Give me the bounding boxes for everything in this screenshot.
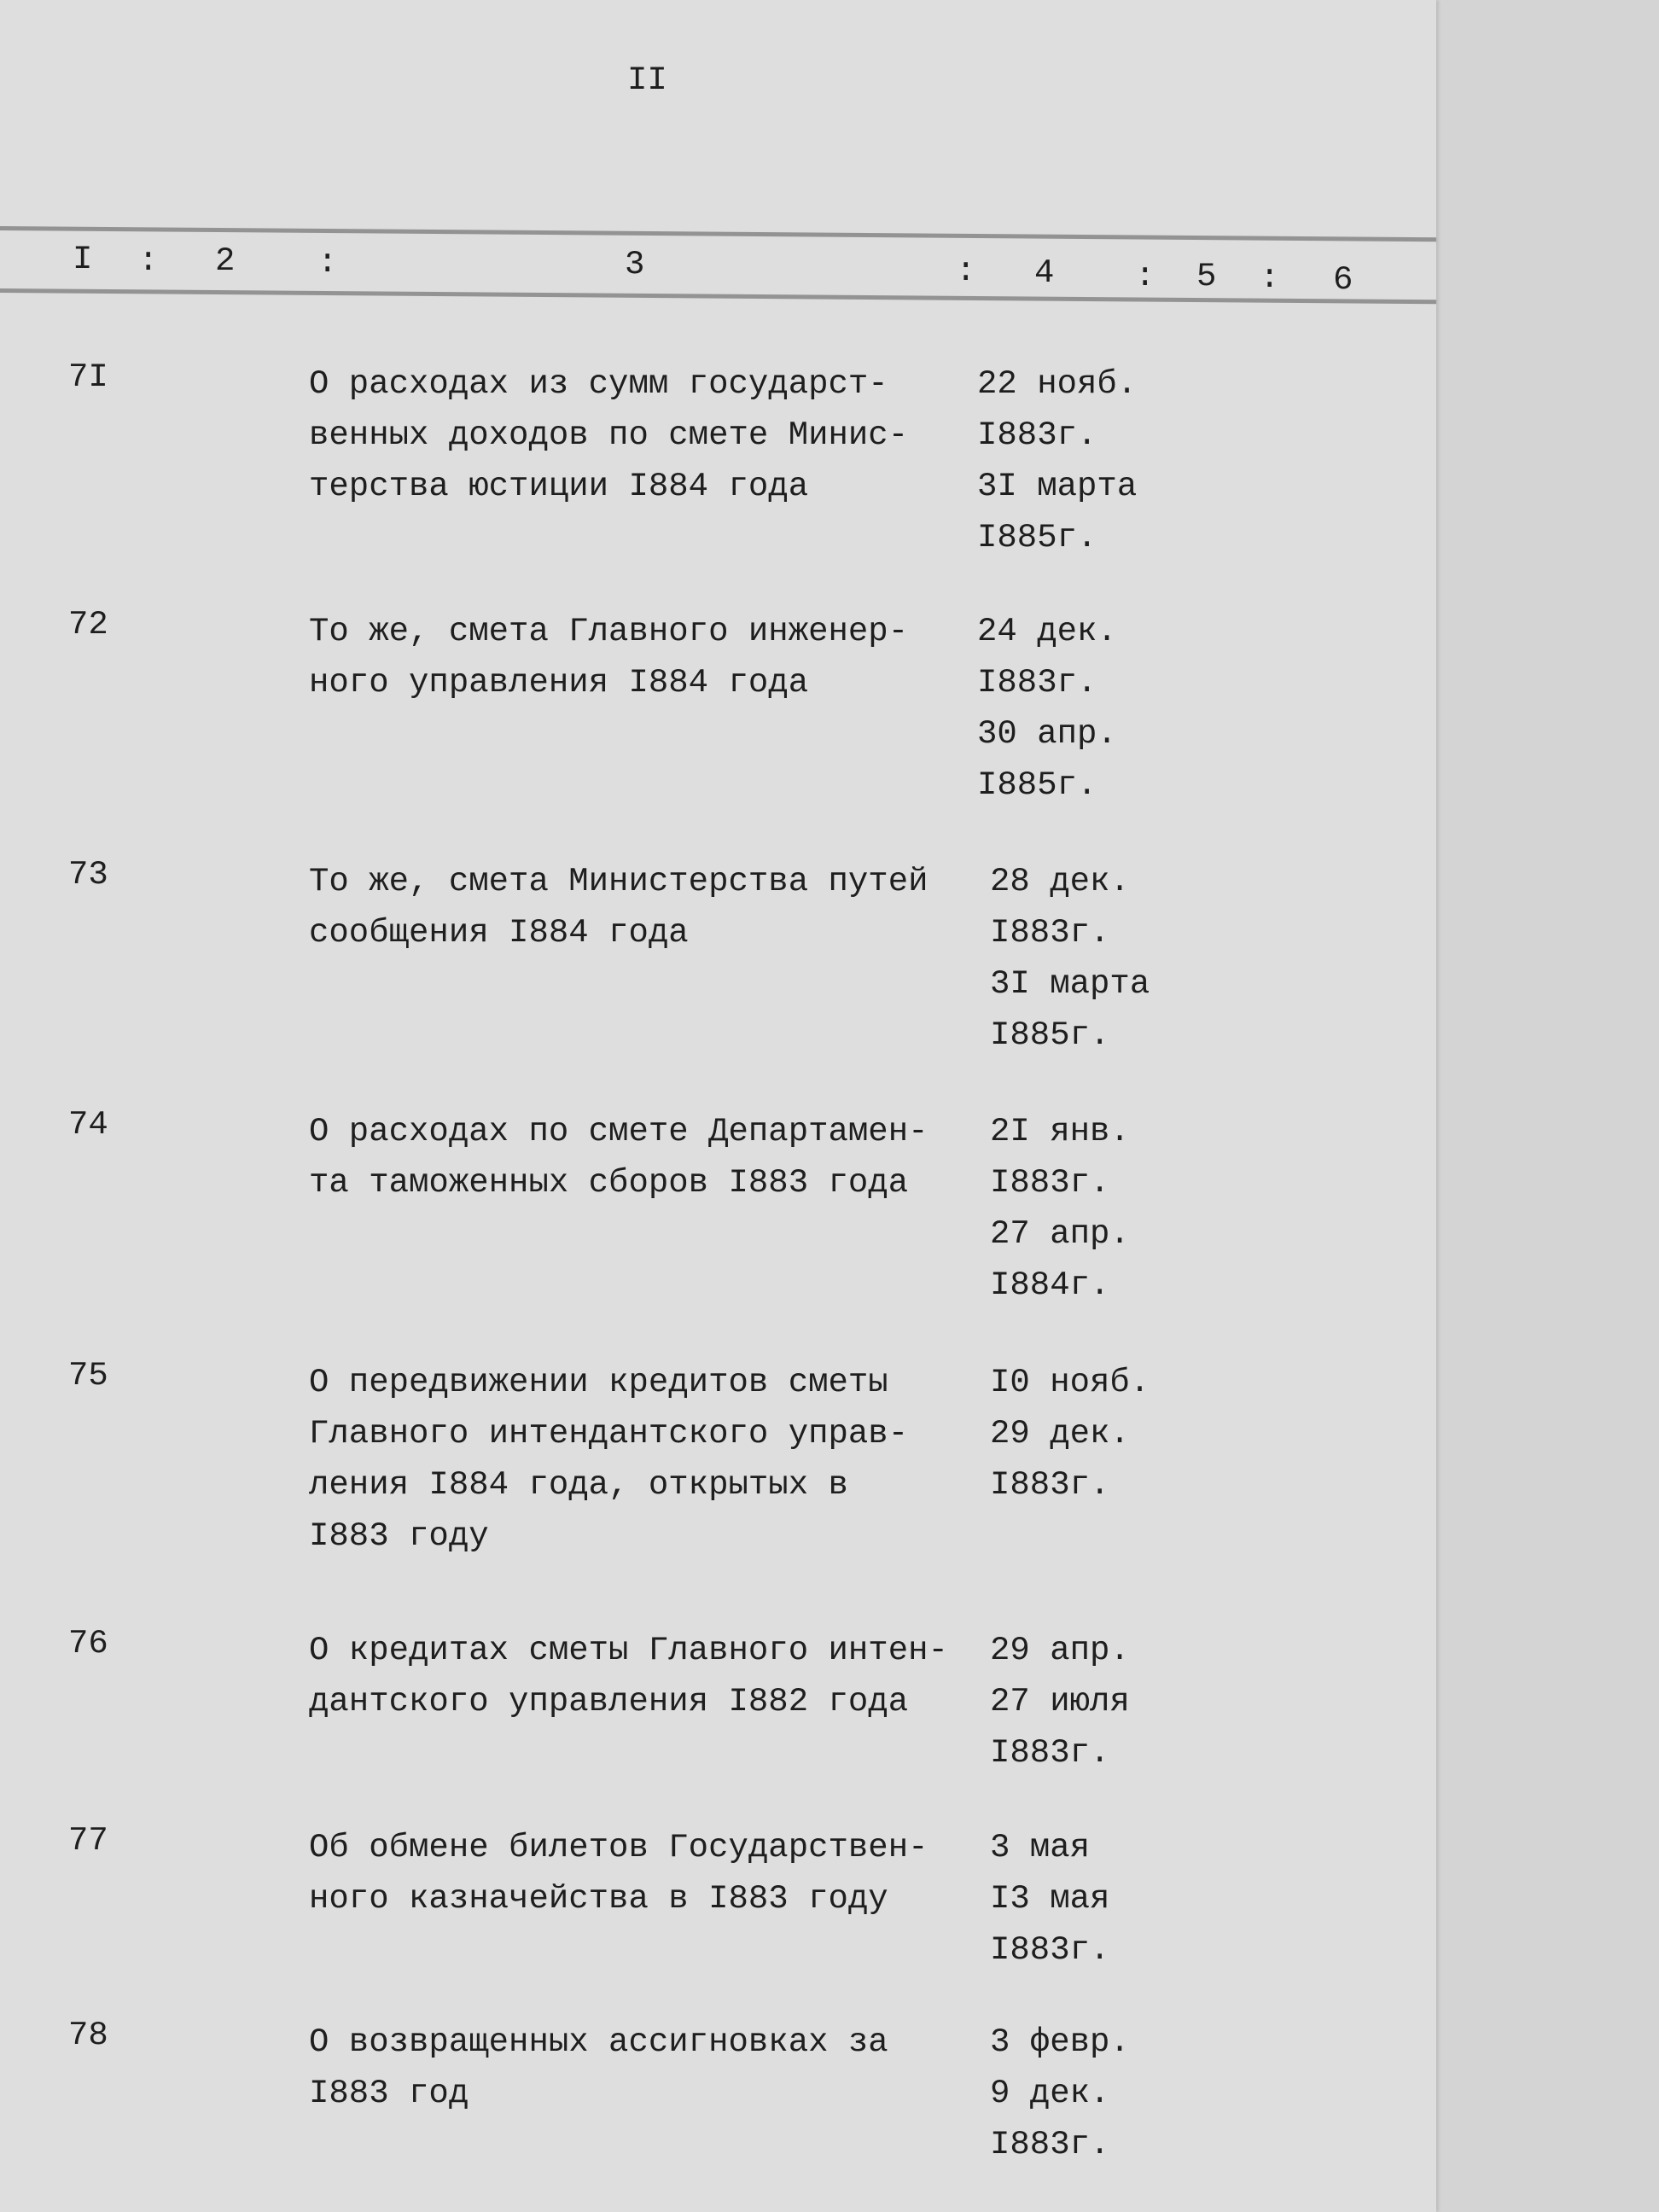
col-separator: :: [138, 242, 159, 280]
col-separator: :: [317, 244, 338, 282]
title-line: I883 год: [309, 2075, 469, 2112]
date-line: I883г.: [990, 1466, 1110, 1504]
header-top-rule: [0, 226, 1436, 242]
title-line: Главного интендантского управ-: [309, 1415, 909, 1452]
date-line: I883г.: [990, 1734, 1110, 1772]
title-line: венных доходов по смете Минис-: [309, 416, 909, 454]
date-line: 28 дек.: [990, 863, 1130, 900]
record-dates: [990, 856, 1150, 1061]
record-title: [309, 358, 908, 512]
date-line: I885г.: [990, 1016, 1110, 1054]
record-title: [309, 856, 928, 958]
col-header-2: 2: [215, 242, 236, 280]
col-header-3: 3: [625, 246, 645, 283]
title-line: ного казначейства в I883 году: [309, 1880, 888, 1918]
col-separator: :: [1260, 259, 1280, 297]
date-line: I885г.: [977, 519, 1097, 556]
date-line: 3 февр.: [990, 2023, 1130, 2061]
date-line: 24 дек.: [977, 613, 1117, 650]
record-dates: [990, 1625, 1130, 1778]
record-number: 72: [68, 606, 108, 643]
header-bottom-rule: [0, 288, 1436, 304]
record-dates: [990, 2017, 1130, 2170]
record-dates: [990, 1822, 1109, 1976]
col-separator: :: [1135, 258, 1155, 295]
title-line: терства юстиции I884 года: [309, 468, 809, 505]
page-number: II: [627, 61, 667, 99]
date-line: I883г.: [990, 2126, 1110, 2163]
date-line: 27 июля: [990, 1683, 1130, 1720]
title-line: та таможенных сборов I883 года: [309, 1164, 909, 1202]
record-number: 75: [68, 1357, 108, 1394]
record-number: 74: [68, 1106, 108, 1144]
date-line: 3I марта: [990, 965, 1150, 1003]
record-title: [309, 1106, 928, 1208]
title-line: О расходах из сумм государст-: [309, 365, 888, 403]
title-line: О возвращенных ассигновках за: [309, 2023, 888, 2061]
record-number: 78: [68, 2017, 108, 2054]
date-line: 30 апр.: [977, 715, 1117, 753]
date-line: I883г.: [990, 914, 1110, 952]
col-header-1: I: [73, 241, 93, 278]
title-line: дантского управления I882 года: [309, 1683, 909, 1720]
record-dates: [977, 606, 1117, 811]
title-line: То же, смета Главного инженер-: [309, 613, 909, 650]
record-number: 76: [68, 1625, 108, 1662]
record-title: [309, 1357, 908, 1562]
record-title: [309, 1822, 928, 1924]
title-line: О передвижении кредитов сметы: [309, 1364, 888, 1401]
title-line: ления I884 года, открытых в: [309, 1466, 848, 1504]
date-line: I883г.: [990, 1931, 1110, 1969]
date-line: 3I марта: [977, 468, 1138, 505]
col-separator: :: [956, 253, 976, 290]
date-line: 22 нояб.: [977, 365, 1138, 403]
title-line: ного управления I884 года: [309, 664, 809, 701]
title-line: О расходах по смете Департамен-: [309, 1113, 928, 1150]
date-line: I883г.: [990, 1164, 1110, 1202]
col-header-4: 4: [1034, 254, 1055, 292]
date-line: 3 мая: [990, 1829, 1091, 1866]
col-header-6: 6: [1333, 261, 1353, 299]
record-dates: [990, 1357, 1150, 1511]
record-title: [309, 1625, 948, 1727]
title-line: I883 году: [309, 1517, 489, 1555]
date-line: 29 дек.: [990, 1415, 1130, 1452]
title-line: Об обмене билетов Государствен-: [309, 1829, 928, 1866]
title-line: То же, смета Министерства путей: [309, 863, 928, 900]
record-number: 73: [68, 856, 108, 894]
record-dates: [990, 1106, 1130, 1311]
title-line: сообщения I884 года: [309, 914, 689, 952]
record-dates: [977, 358, 1137, 563]
date-line: I883г.: [977, 416, 1097, 454]
record-title: [309, 606, 908, 708]
title-line: О кредитах сметы Главного интен-: [309, 1632, 948, 1669]
date-line: 27 апр.: [990, 1215, 1130, 1253]
date-line: 9 дек.: [990, 2075, 1110, 2112]
record-number: 77: [68, 1822, 108, 1860]
date-line: 2I янв.: [990, 1113, 1130, 1150]
date-line: I0 нояб.: [990, 1364, 1150, 1401]
record-title: [309, 2017, 888, 2119]
date-line: I885г.: [977, 766, 1097, 804]
col-header-5: 5: [1196, 258, 1217, 295]
date-line: 29 апр.: [990, 1632, 1130, 1669]
date-line: I884г.: [990, 1266, 1110, 1304]
date-line: I3 мая: [990, 1880, 1110, 1918]
date-line: I883г.: [977, 664, 1097, 701]
record-number: 7I: [68, 358, 108, 396]
